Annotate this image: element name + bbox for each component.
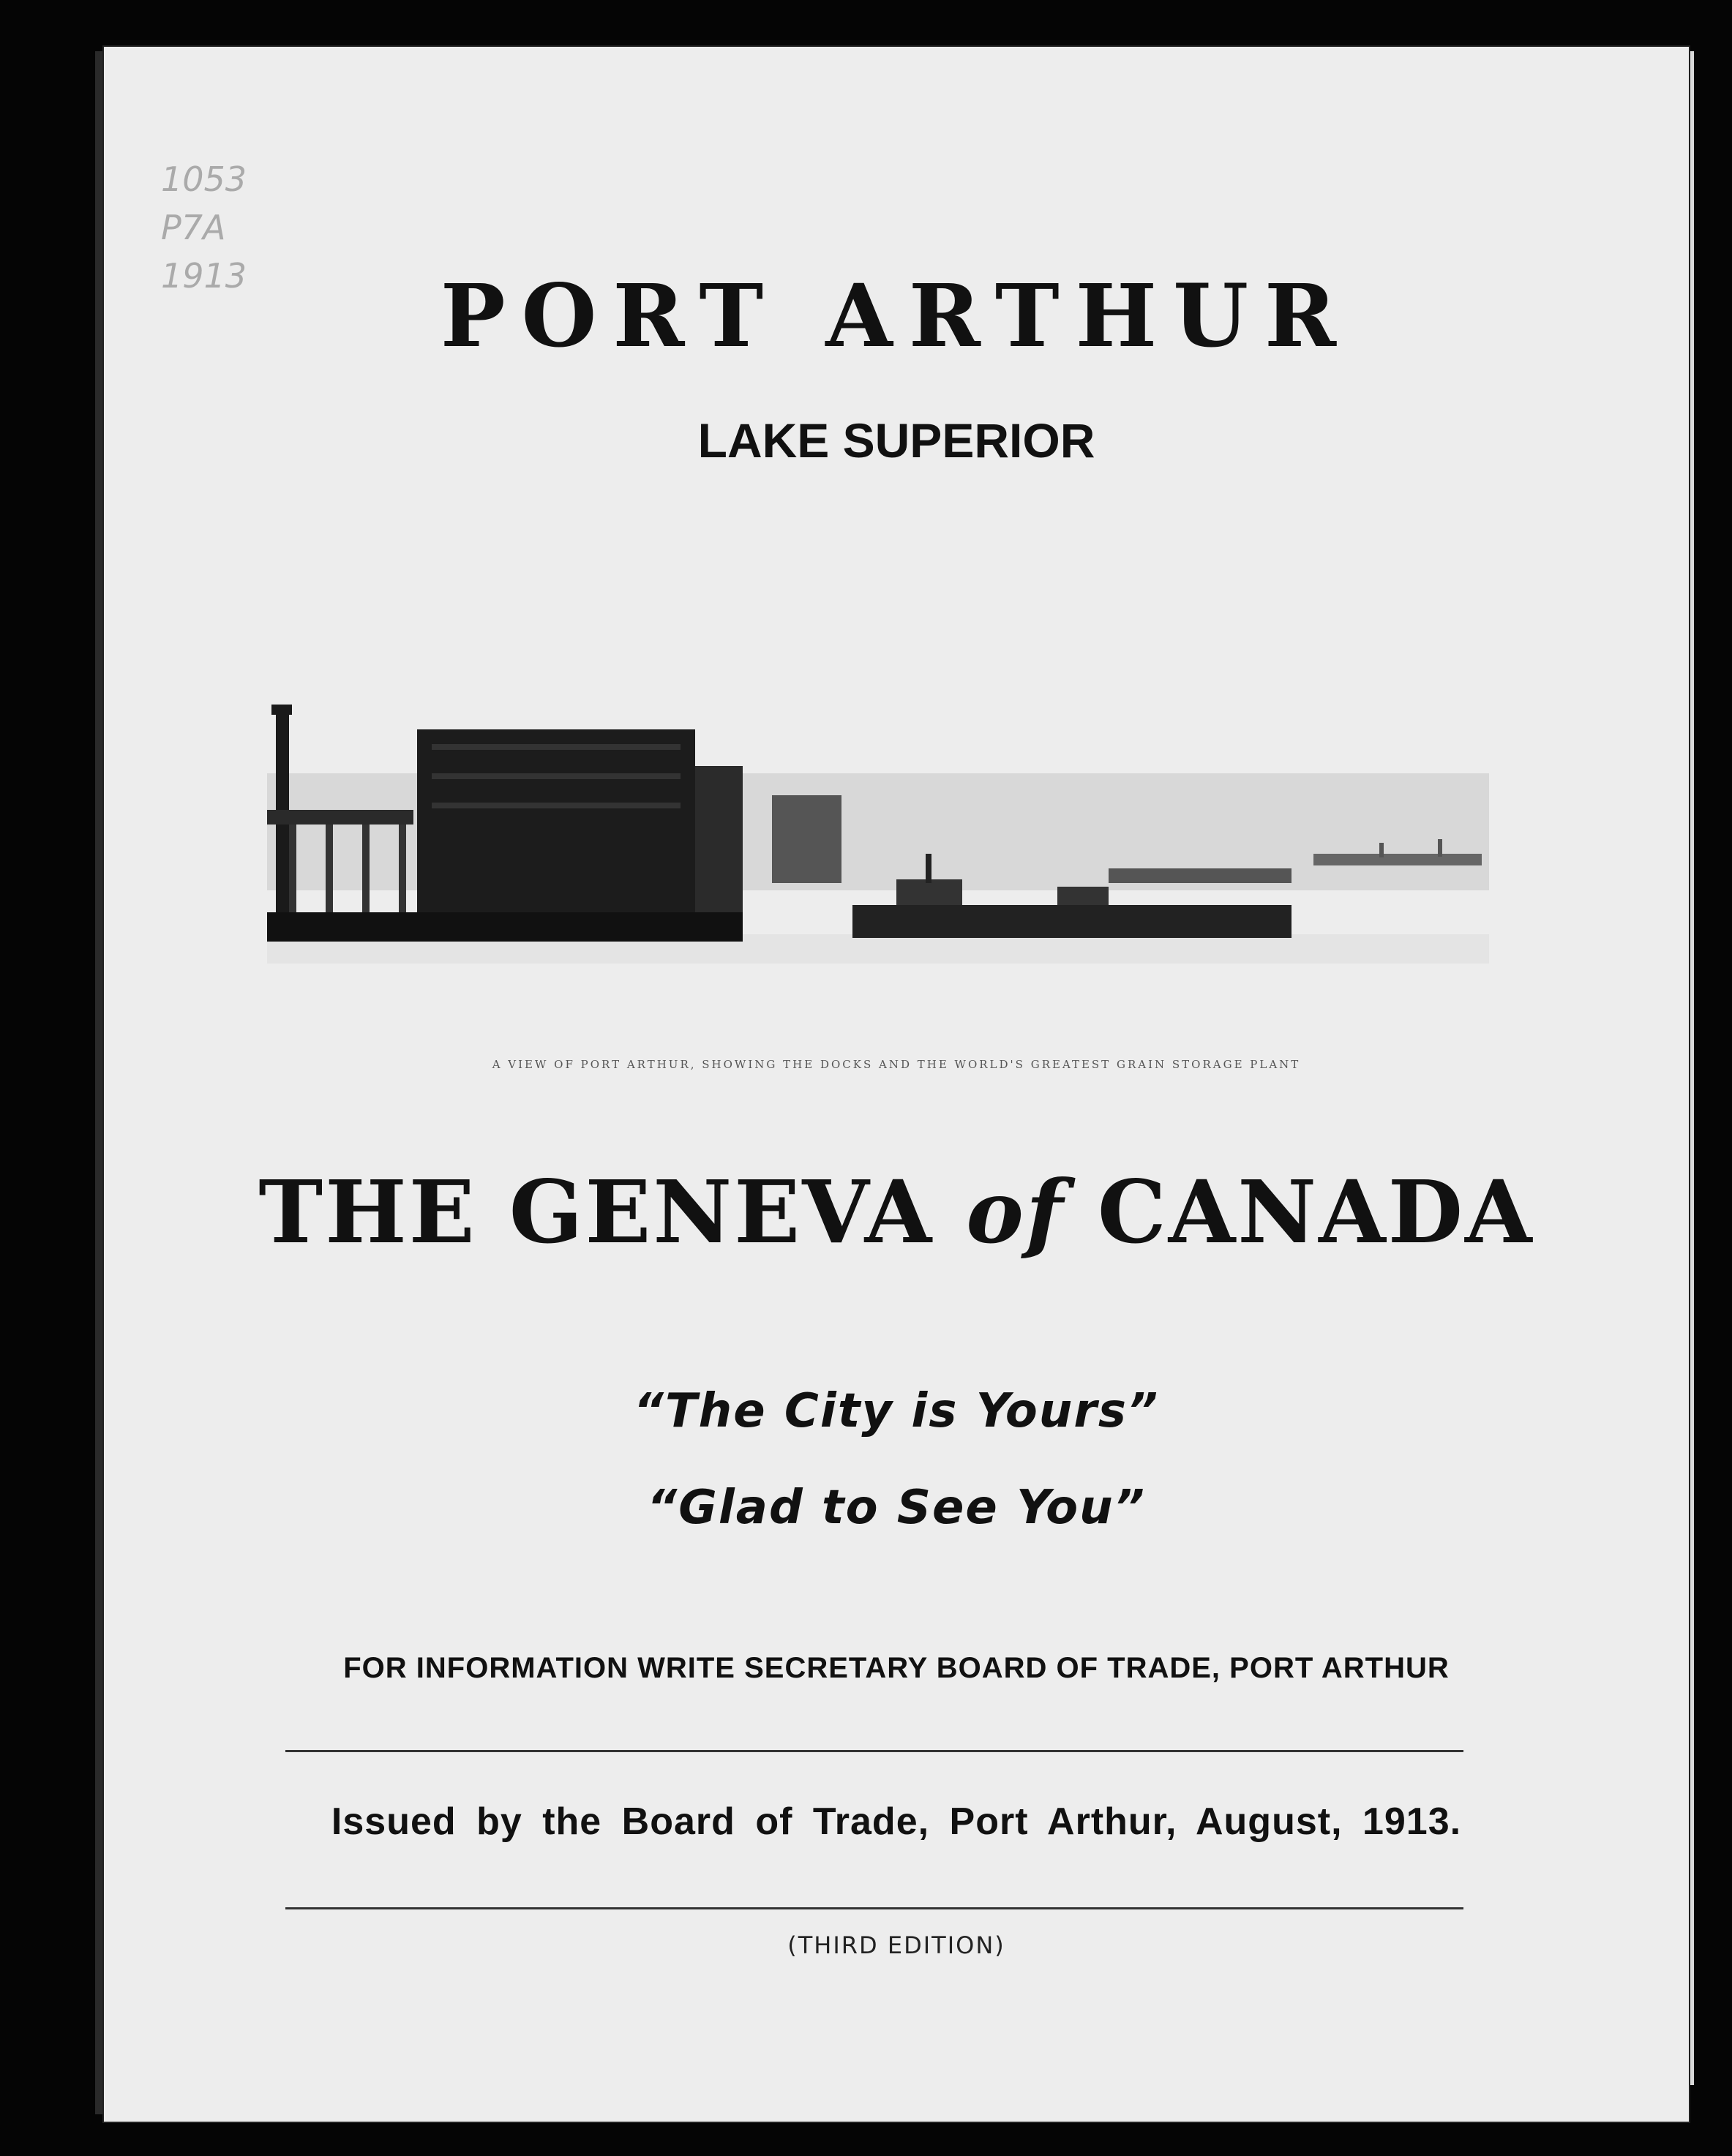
- margin-annotation-line: 1053: [161, 159, 247, 199]
- slogan: “The City is Yours”: [633, 1384, 1160, 1438]
- document-page: [102, 45, 1690, 2123]
- edition-label: (THIRD EDITION): [787, 1931, 1005, 1959]
- margin-annotation-line: P7A: [161, 208, 226, 247]
- divider: [285, 1750, 1463, 1752]
- headline-part2: CANADA: [1097, 1161, 1534, 1263]
- headline-part1: THE GENEVA: [258, 1161, 934, 1263]
- issued-line: Issued by the Board of Trade, Port Arthur, August, 1913.: [331, 1800, 1462, 1843]
- headline-connector: of: [966, 1161, 1065, 1263]
- document-title: PORT ARTHUR: [440, 265, 1353, 367]
- headline: [102, 1161, 1690, 1263]
- photo-caption: A VIEW OF PORT ARTHUR, SHOWING THE DOCKS AND THE WORLD'S GREATEST GRAIN STORAGE PLANT: [492, 1058, 1301, 1071]
- document-subtitle: LAKE SUPERIOR: [697, 413, 1095, 467]
- info-line: FOR INFORMATION WRITE SECRETARY BOARD OF TRADE, PORT ARTHUR: [343, 1652, 1450, 1684]
- divider: [285, 1907, 1463, 1909]
- slogan: “Glad to See You”: [647, 1481, 1146, 1535]
- harbor-photo: [267, 700, 1489, 964]
- margin-annotation-line: 1913: [161, 256, 247, 296]
